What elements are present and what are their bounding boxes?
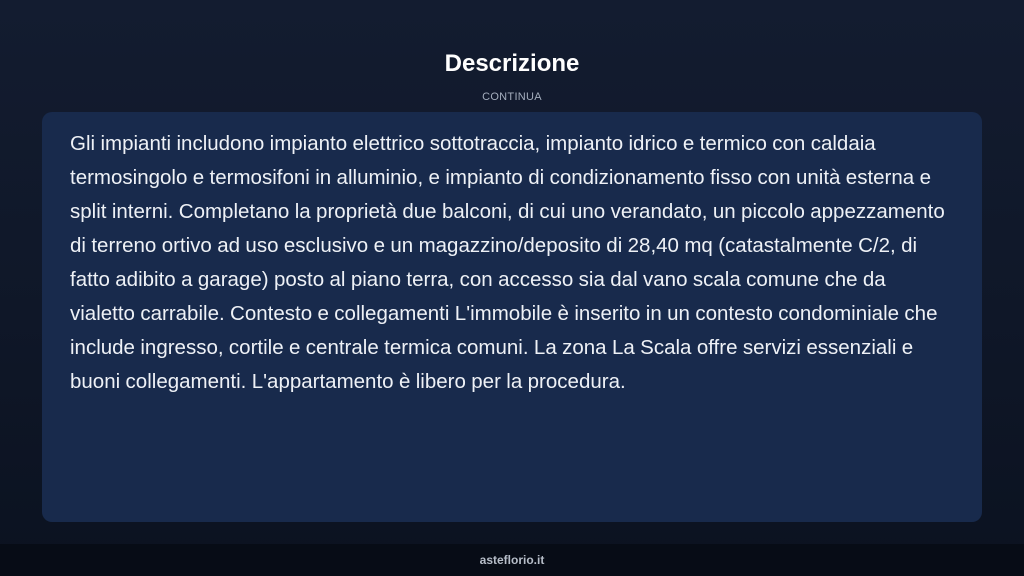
continue-label: CONTINUA <box>482 91 542 103</box>
description-card <box>42 112 982 522</box>
page-title: Descrizione <box>444 50 580 77</box>
footer-site-name: asteflorio.it <box>479 553 545 567</box>
description-text: Gli impianti includono impianto elettrico sottotraccia, impianto idrico e termico con caldaia termosingolo e termosifoni in alluminio, e impianto di condizionamento fisso con unità esterna e split interni. Completano la proprietà due balconi, di cui uno verandato, un piccolo appezzamento di terreno ortivo ad uso esclusivo e un magazzino/deposito di 28,40 mq (catastalmente C/2, di fatto adibito a garage) posto al piano terra, con accesso sia dal vano scala comune che da vialetto carrabile. Contesto e collegamenti L'immobile è inserito in un contesto condominiale che include ingresso, cortile e centrale termica comuni. La zona La Scala offre servizi essenziali e buoni collegamenti. L'appartamento è libero per la procedura. <box>70 132 945 393</box>
footer-bar <box>0 544 1024 576</box>
